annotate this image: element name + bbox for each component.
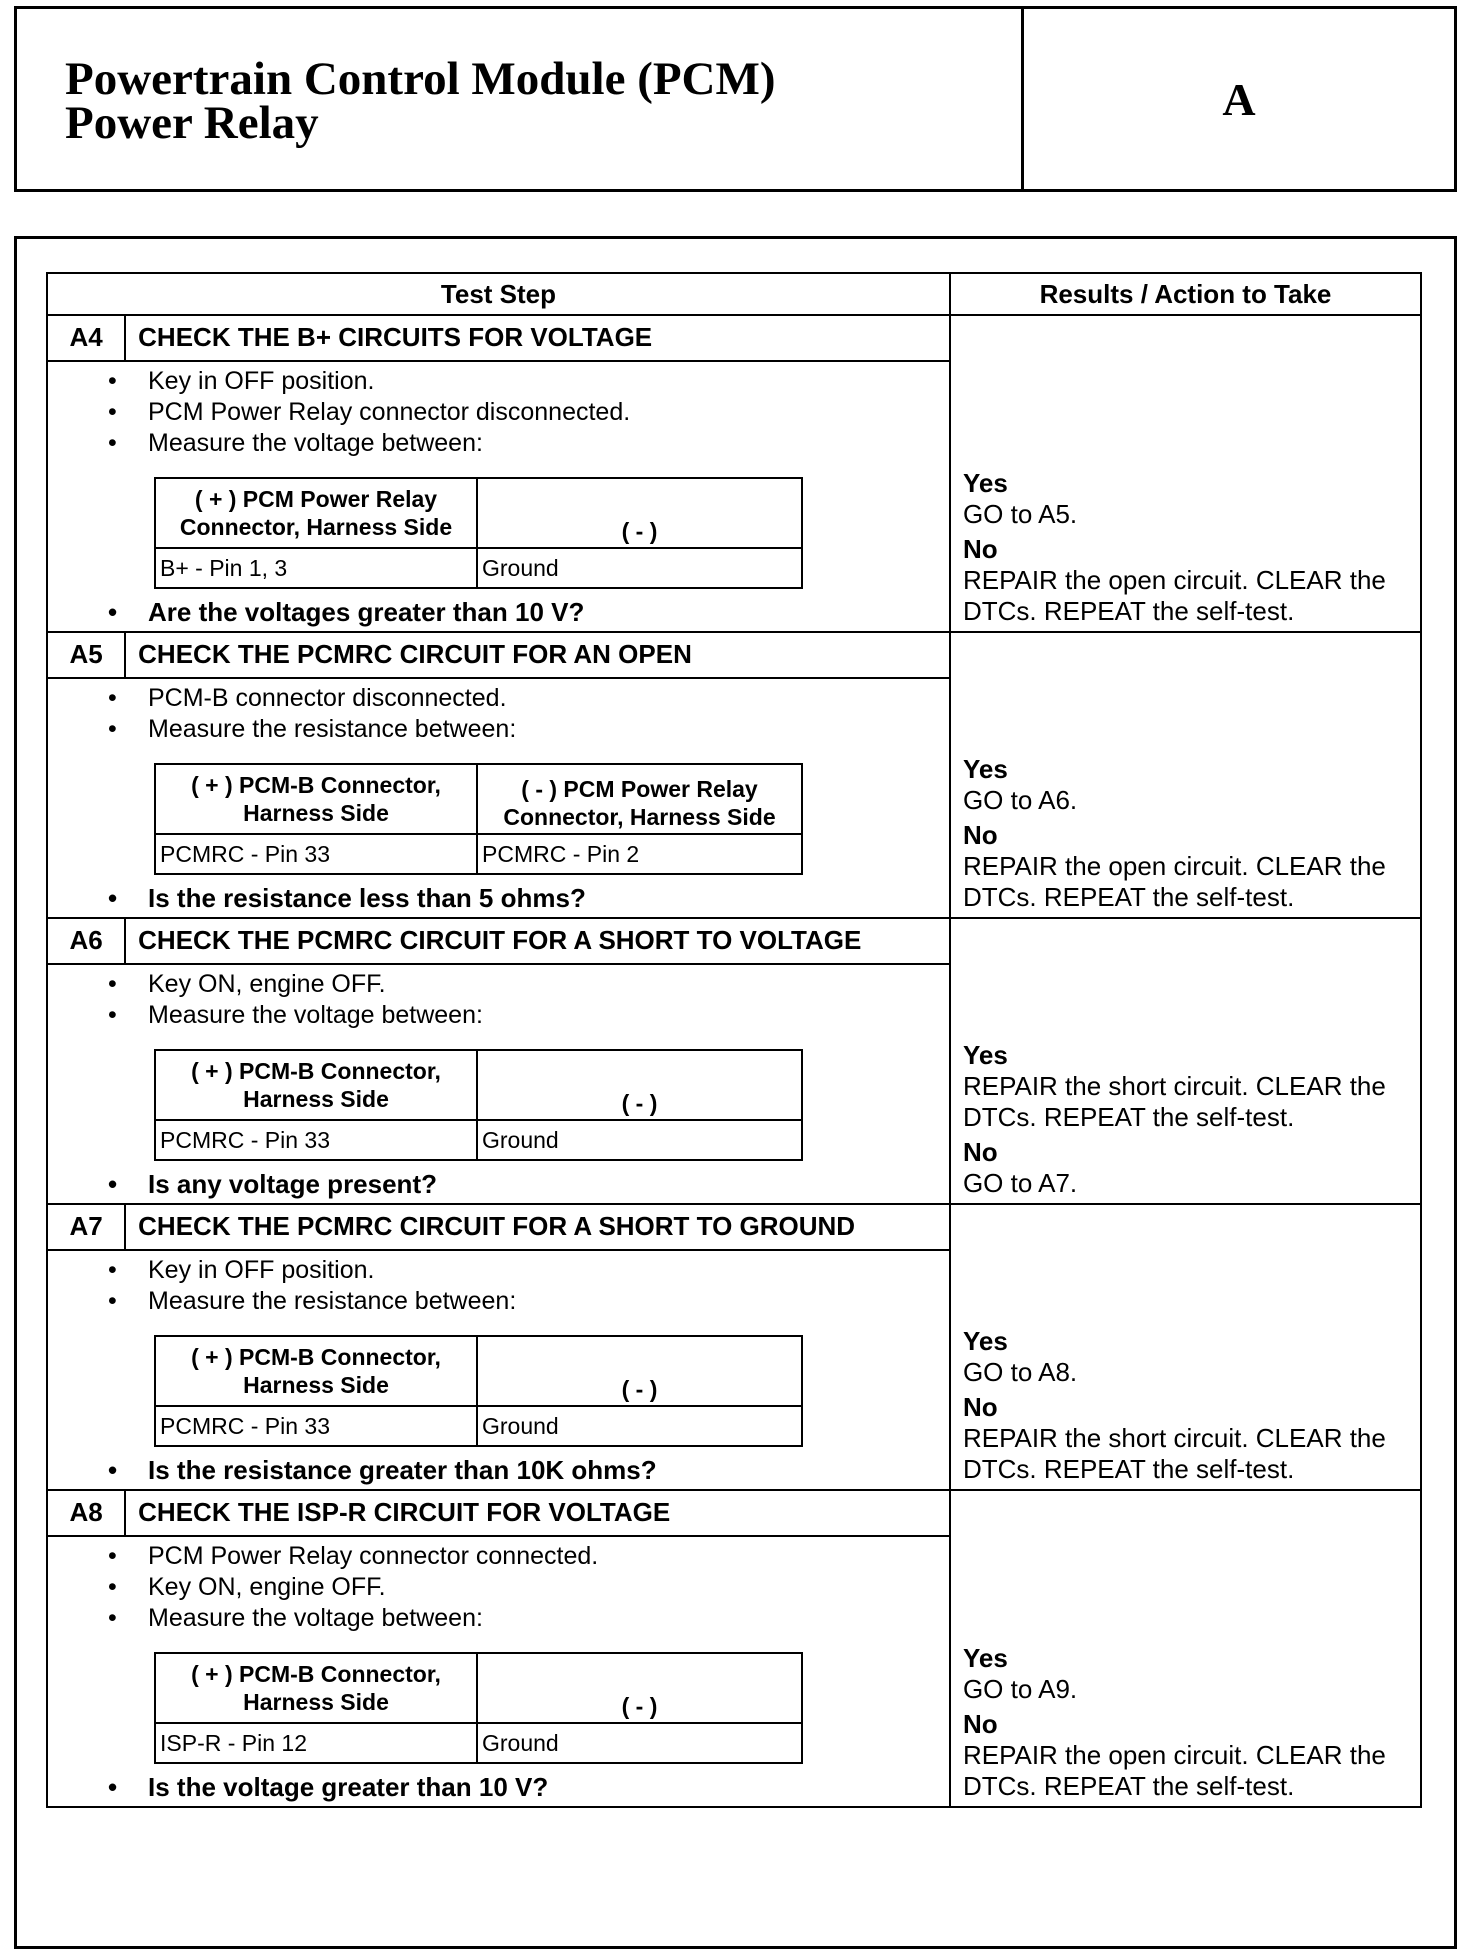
instruction-item: • PCM-B connector disconnected.	[148, 683, 949, 714]
step-title: CHECK THE ISP-R CIRCUIT FOR VOLTAGE	[125, 1490, 950, 1536]
no-label: No	[962, 820, 998, 850]
step-body	[47, 678, 950, 918]
instruction-item: • Key ON, engine OFF.	[148, 1572, 949, 1603]
yes-label: Yes	[962, 1643, 1008, 1673]
step-question: • Is any voltage present?	[48, 1169, 949, 1199]
yes-action: GO to A6.	[962, 785, 1078, 815]
step-body	[47, 361, 950, 632]
step-title: CHECK THE PCMRC CIRCUIT FOR A SHORT TO GROUND	[125, 1204, 950, 1250]
yes-action: GO to A8.	[962, 1357, 1078, 1387]
meas-plus-header: ( + ) PCM-B Connector, Harness Side	[155, 764, 477, 834]
meas-minus-value: Ground	[477, 548, 802, 588]
yes-action: GO to A9.	[962, 1674, 1078, 1704]
no-label: No	[962, 534, 998, 564]
yes-label: Yes	[962, 1326, 1008, 1356]
meas-minus-header: ( - )	[477, 1336, 802, 1406]
page-title	[17, 9, 1024, 189]
step-question: • Are the voltages greater than 10 V?	[48, 597, 949, 627]
instruction-item: • Measure the voltage between:	[148, 428, 949, 459]
measurement-table	[154, 1652, 803, 1764]
results-column-header: Results / Action to Take	[950, 273, 1421, 315]
test-step-table	[46, 272, 1422, 1808]
meas-plus-header: ( + ) PCM-B Connector, Harness Side	[155, 1653, 477, 1723]
no-action: REPAIR the open circuit. CLEAR the DTCs. REPEAT the self-test.	[962, 851, 1386, 912]
step-instructions	[48, 1541, 949, 1634]
no-label: No	[962, 1137, 998, 1167]
measurement-table	[154, 477, 803, 589]
yes-label: Yes	[962, 1040, 1008, 1070]
instruction-item: • Key ON, engine OFF.	[148, 969, 949, 1000]
instruction-item: • Key in OFF position.	[148, 366, 949, 397]
no-label: No	[962, 1392, 998, 1422]
step-results	[950, 632, 1421, 918]
step-id: A8	[47, 1490, 125, 1536]
step-title: CHECK THE B+ CIRCUITS FOR VOLTAGE	[125, 315, 950, 361]
instruction-item: • Measure the resistance between:	[148, 714, 949, 745]
meas-plus-value: ISP-R - Pin 12	[155, 1723, 477, 1763]
step-results	[950, 1490, 1421, 1807]
instruction-item: • PCM Power Relay connector disconnected.	[148, 397, 949, 428]
measurement-table	[154, 1049, 803, 1161]
yes-label: Yes	[962, 468, 1008, 498]
step-title-row	[47, 632, 1421, 678]
step-body	[47, 1250, 950, 1490]
step-title-row	[47, 315, 1421, 361]
meas-plus-value: PCMRC - Pin 33	[155, 834, 477, 874]
page-header	[14, 6, 1457, 192]
step-instructions	[48, 683, 949, 745]
meas-plus-header: ( + ) PCM Power Relay Connector, Harness Side	[155, 478, 477, 548]
instruction-item: • PCM Power Relay connector connected.	[148, 1541, 949, 1572]
meas-plus-header: ( + ) PCM-B Connector, Harness Side	[155, 1336, 477, 1406]
step-title-row	[47, 918, 1421, 964]
meas-plus-value: B+ - Pin 1, 3	[155, 548, 477, 588]
instruction-item: • Measure the resistance between:	[148, 1286, 949, 1317]
step-question: • Is the voltage greater than 10 V?	[48, 1772, 949, 1802]
step-title: CHECK THE PCMRC CIRCUIT FOR A SHORT TO VOLTAGE	[125, 918, 950, 964]
meas-minus-header: ( - )	[477, 1050, 802, 1120]
step-title-row	[47, 1204, 1421, 1250]
yes-label: Yes	[962, 754, 1008, 784]
step-body	[47, 1536, 950, 1807]
meas-minus-value: PCMRC - Pin 2	[477, 834, 802, 874]
instruction-item: • Measure the voltage between:	[148, 1000, 949, 1031]
step-results	[950, 918, 1421, 1204]
meas-minus-value: Ground	[477, 1406, 802, 1446]
step-instructions	[48, 366, 949, 459]
no-action: REPAIR the open circuit. CLEAR the DTCs. REPEAT the self-test.	[962, 565, 1386, 626]
yes-action: REPAIR the short circuit. CLEAR the DTCs. REPEAT the self-test.	[962, 1071, 1386, 1132]
yes-action: GO to A5.	[962, 499, 1078, 529]
step-title: CHECK THE PCMRC CIRCUIT FOR AN OPEN	[125, 632, 950, 678]
step-instructions	[48, 969, 949, 1031]
table-header-row	[47, 273, 1421, 315]
step-question: • Is the resistance greater than 10K ohms?	[48, 1455, 949, 1485]
meas-minus-header: ( - ) PCM Power Relay Connector, Harness Side	[477, 764, 802, 834]
meas-minus-header: ( - )	[477, 478, 802, 548]
meas-minus-value: Ground	[477, 1723, 802, 1763]
title-line-1: Powertrain Control Module (PCM)	[65, 53, 776, 105]
test-step-column-header: Test Step	[47, 273, 950, 315]
section-code: A	[1222, 73, 1256, 125]
no-action: REPAIR the short circuit. CLEAR the DTCs. REPEAT the self-test.	[962, 1423, 1386, 1484]
measurement-table	[154, 1335, 803, 1447]
no-action: REPAIR the open circuit. CLEAR the DTCs. REPEAT the self-test.	[962, 1740, 1386, 1801]
meas-minus-value: Ground	[477, 1120, 802, 1160]
title-line-2: Power Relay	[65, 97, 319, 149]
step-title-row	[47, 1490, 1421, 1536]
step-body	[47, 964, 950, 1204]
meas-plus-value: PCMRC - Pin 33	[155, 1406, 477, 1446]
step-id: A7	[47, 1204, 125, 1250]
step-instructions	[48, 1255, 949, 1317]
instruction-item: • Key in OFF position.	[148, 1255, 949, 1286]
step-question: • Is the resistance less than 5 ohms?	[48, 883, 949, 913]
step-id: A6	[47, 918, 125, 964]
meas-plus-value: PCMRC - Pin 33	[155, 1120, 477, 1160]
instruction-item: • Measure the voltage between:	[148, 1603, 949, 1634]
step-results	[950, 1204, 1421, 1490]
no-label: No	[962, 1709, 998, 1739]
meas-plus-header: ( + ) PCM-B Connector, Harness Side	[155, 1050, 477, 1120]
no-action: GO to A7.	[962, 1168, 1078, 1198]
step-id: A5	[47, 632, 125, 678]
meas-minus-header: ( - )	[477, 1653, 802, 1723]
step-id: A4	[47, 315, 125, 361]
step-results	[950, 315, 1421, 632]
measurement-table	[154, 763, 803, 875]
